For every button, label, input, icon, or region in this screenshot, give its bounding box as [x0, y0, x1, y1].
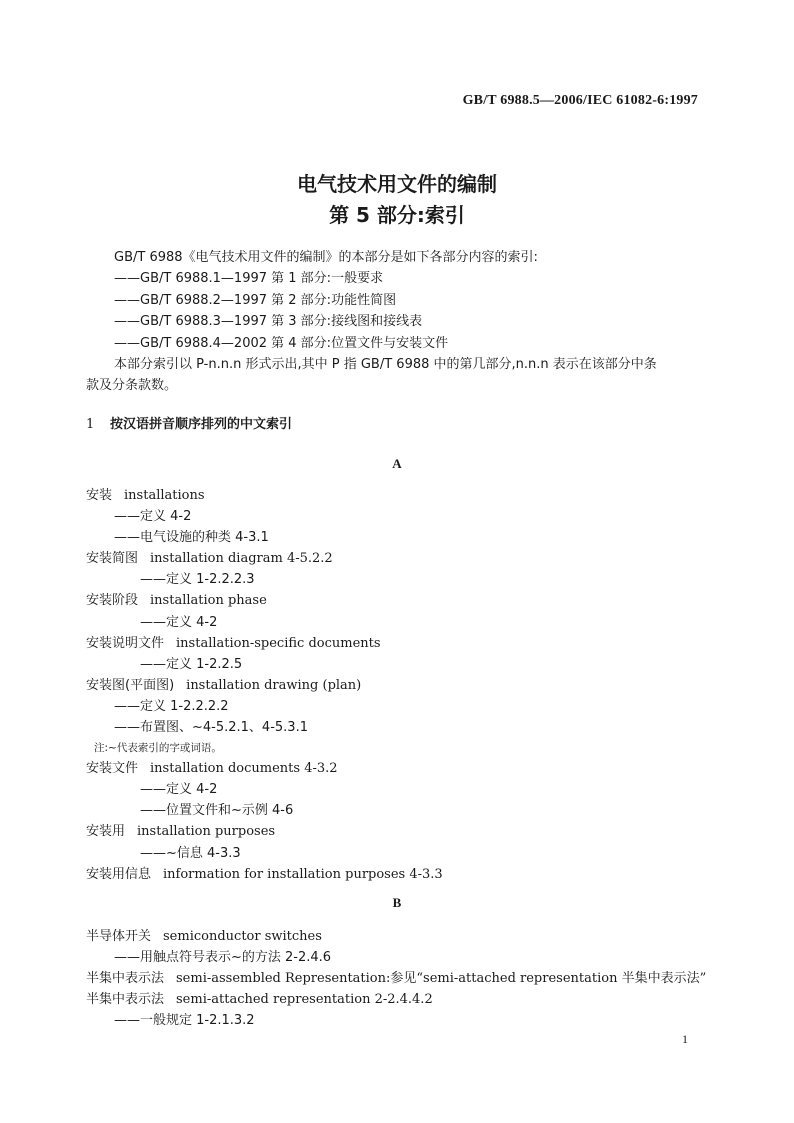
part-list-item: ——GB/T 6988.3—1997 第 3 部分:接线图和接线表	[114, 314, 423, 330]
part-list-item: ——GB/T 6988.2—1997 第 2 部分:功能性简图	[114, 292, 397, 308]
index-subentry: ——定义 4-2	[114, 509, 192, 525]
intro-paragraph-continued: 款及分条款数。	[86, 378, 178, 394]
index-subentry: ——定义 1-2.2.5	[140, 656, 243, 672]
index-subentry: ——用触点符号表示~的方法 2-2.4.6	[114, 950, 332, 966]
index-subentry: ——~信息 4-3.3	[140, 845, 241, 861]
group-letter-a: A	[392, 456, 402, 471]
index-subentry: ——定义 1-2.2.2.2	[114, 698, 229, 714]
entry-chinese-term: 安装	[86, 488, 113, 503]
intro-paragraph: GB/T 6988《电气技术用文件的编制》的本部分是如下各部分内容的索引:	[114, 250, 538, 265]
index-subentry: ——位置文件和~示例 4-6	[140, 803, 294, 819]
entry-chinese-term: 安装图(平面图)	[86, 677, 175, 693]
index-subentry: ——电气设施的种类 4-3.1	[114, 530, 269, 546]
page-number: 1	[682, 1032, 688, 1046]
entry-english-term: semiconductor switches	[163, 929, 322, 944]
section-heading	[86, 413, 292, 432]
index-entry	[86, 926, 726, 947]
index-group-b	[86, 926, 726, 1031]
entry-english-term: semi-assembled Representation:参见“semi-attached representation 半集中表示法”	[176, 971, 707, 987]
entry-english-term: installation diagram 4-5.2.2	[150, 551, 333, 567]
index-entry	[86, 864, 726, 885]
index-entry	[86, 989, 726, 1010]
entry-english-term: semi-attached representation 2-2.4.4.2	[176, 992, 433, 1008]
entry-chinese-term: 安装文件	[86, 761, 139, 777]
index-entry	[86, 821, 726, 842]
entry-english-term: installation documents 4-3.2	[150, 761, 338, 777]
part-list-item: ——GB/T 6988.4—2002 第 4 部分:位置文件与安装文件	[114, 335, 449, 351]
entry-english-term: installation-specific documents	[176, 635, 381, 651]
standard-number: GB/T 6988.5—2006/IEC 61082-6:1997	[462, 93, 698, 108]
entry-english-term: installation phase	[150, 593, 267, 609]
section-title: 按汉语拼音顺序排列的中文索引	[110, 417, 293, 432]
part-list-item: ——GB/T 6988.1—1997 第 1 部分:一般要求	[114, 271, 384, 287]
group-letter-b: B	[392, 895, 402, 910]
index-entry	[86, 758, 726, 779]
document-subtitle: 第 5 部分:索引	[329, 203, 465, 227]
index-subentry: ——定义 4-2	[140, 614, 218, 630]
index-subentry: ——布置图、~4-5.2.1、4-5.3.1	[114, 720, 308, 736]
index-subentry: ——定义 4-2	[140, 782, 218, 798]
entry-chinese-term: 安装用信息	[86, 866, 152, 882]
index-entry	[86, 485, 726, 506]
intro-section	[86, 247, 706, 397]
entry-chinese-term: 半集中表示法	[86, 992, 165, 1008]
entry-chinese-term: 安装阶段	[86, 593, 139, 609]
entry-english-term: installations	[124, 488, 205, 503]
entry-english-term: information for installation purposes 4-3.3	[163, 866, 443, 882]
index-entry	[86, 548, 726, 569]
entry-english-term: installation drawing (plan)	[186, 677, 362, 693]
index-subentry: ——定义 1-2.2.2.3	[140, 572, 255, 588]
index-note: 注:~代表索引的字或词语。	[94, 742, 222, 755]
index-group-a	[86, 485, 726, 885]
entry-english-term: installation purposes	[137, 824, 276, 840]
index-entry	[86, 968, 726, 989]
document-title: 电气技术用文件的编制	[297, 172, 497, 196]
index-entry	[86, 675, 726, 696]
entry-chinese-term: 安装用	[86, 824, 126, 840]
index-entry	[86, 590, 726, 611]
index-subentry: ——一般规定 1-2.1.3.2	[114, 1013, 255, 1029]
intro-paragraph: 本部分索引以 P-n.n.n 形式示出,其中 P 指 GB/T 6988 中的第几部分,n.n.n 表示在该部分中条	[114, 356, 657, 372]
section-number: 1	[86, 417, 95, 432]
index-entry	[86, 633, 726, 654]
entry-chinese-term: 半集中表示法	[86, 971, 165, 987]
entry-chinese-term: 安装说明文件	[86, 635, 165, 651]
entry-chinese-term: 安装简图	[86, 551, 139, 567]
entry-chinese-term: 半导体开关	[86, 929, 152, 944]
